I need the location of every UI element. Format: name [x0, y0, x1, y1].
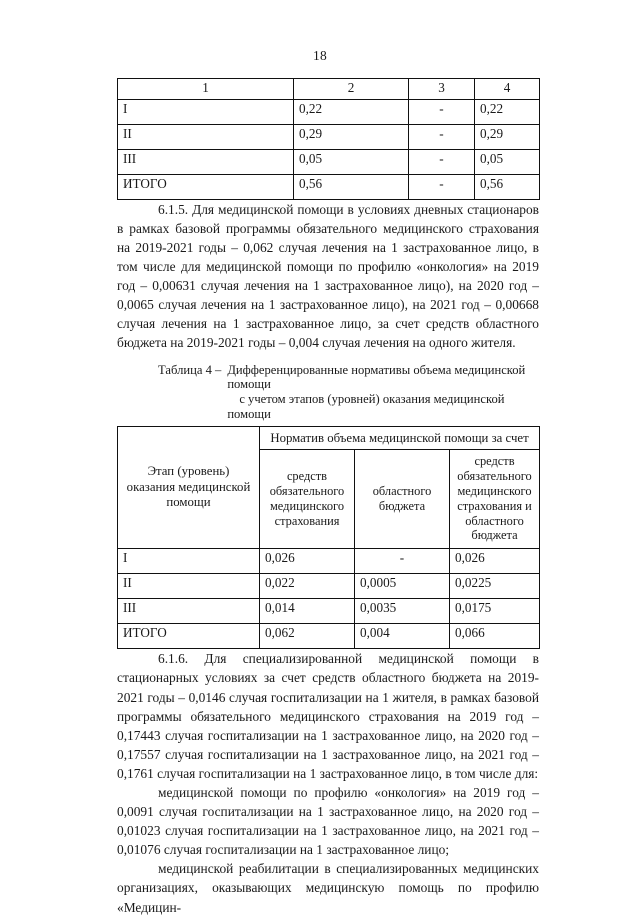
- cell-total: 0,026: [450, 549, 540, 574]
- cell-level: III: [118, 149, 294, 174]
- cell-budget: 0,0005: [355, 574, 450, 599]
- table-row-total: [118, 624, 540, 649]
- cell-value-3: -: [409, 99, 475, 124]
- table-4: [117, 426, 540, 649]
- group-header: Норматив объема медицинской помощи за счет: [260, 426, 540, 449]
- caption-text: [227, 363, 539, 422]
- cell-value-4: 0,56: [475, 174, 540, 199]
- cell-total: 0,066: [450, 624, 540, 649]
- cell-value-4: 0,22: [475, 99, 540, 124]
- cell-value-4: 0,29: [475, 124, 540, 149]
- cell-level: ИТОГО: [118, 174, 294, 199]
- cell-total: 0,0225: [450, 574, 540, 599]
- table-row: [118, 549, 540, 574]
- subheader-combined: средств обязательного медицинского страхования и областного бюджета: [450, 450, 540, 549]
- subheader-regional-budget: областного бюджета: [355, 450, 450, 549]
- cell-total: 0,0175: [450, 599, 540, 624]
- cell-value-3: -: [409, 124, 475, 149]
- page-content: [117, 78, 539, 917]
- cell-value-2: 0,56: [294, 174, 409, 199]
- cell-value-3: -: [409, 174, 475, 199]
- cell-value-2: 0,29: [294, 124, 409, 149]
- cell-budget: 0,004: [355, 624, 450, 649]
- cell-level: I: [118, 549, 260, 574]
- paragraph-6-1-6: 6.1.6. Для специализированной медицинской помощи в стационарных условиях за счет средств областного бюджета на 2019-2021 годы – 0,0146 случая госпитализации на 1 жителя, в рамках базовой программы обязательного медицинского страхования на 2019 год – 0,17443 случая госпитализации на 1 застрахованное лицо, на 2020 год – 0,17557 случая госпитализации на 1 застрахованное лицо, на 2021 год – 0,1761 случая госпитализации на 1 застрахованное лицо, в том числе для:: [117, 651, 539, 781]
- cell-budget: 0,0035: [355, 599, 450, 624]
- table-4-header-row-1: [118, 426, 540, 449]
- table-row-total: [118, 174, 540, 199]
- caption-label: Таблица 4 –: [158, 362, 222, 377]
- cell-value-2: 0,05: [294, 149, 409, 174]
- table-row: [118, 124, 540, 149]
- table-continuation: [117, 78, 540, 200]
- paragraph-medical-rehabilitation: медицинской реабилитации в специализированных медицинских организациях, оказывающих медицинскую помощь по профилю «Медицин-: [117, 861, 539, 915]
- paragraph-oncology-profile: медицинской помощи по профилю «онкология» на 2019 год – 0,0091 случая госпитализации на 1 застрахованное лицо, на 2020 год – 0,01023 случая госпитализации на 1 застрахованное лицо, на 2021 год – 0,01076 случая госпитализации на 1 застрахованное лицо;: [117, 784, 539, 858]
- cell-oms: 0,014: [260, 599, 355, 624]
- column-number-4: 4: [475, 79, 540, 100]
- cell-level: III: [118, 599, 260, 624]
- table-row: [118, 149, 540, 174]
- column-number-3: 3: [409, 79, 475, 100]
- cell-oms: 0,062: [260, 624, 355, 649]
- cell-oms: 0,026: [260, 549, 355, 574]
- table-row: [118, 99, 540, 124]
- stub-header: Этап (уровень) оказания медицинской помощи: [118, 426, 260, 548]
- cell-level: II: [118, 124, 294, 149]
- table-4-caption: [117, 363, 539, 422]
- column-number-1: 1: [118, 79, 294, 100]
- cell-value-3: -: [409, 149, 475, 174]
- column-number-2: 2: [294, 79, 409, 100]
- cell-value-4: 0,05: [475, 149, 540, 174]
- caption-line-1: Дифференцированные нормативы объема медицинской помощи: [227, 362, 526, 392]
- cell-value-2: 0,22: [294, 99, 409, 124]
- table-header-row: [118, 79, 540, 100]
- cell-level: I: [118, 99, 294, 124]
- page-number: 18: [313, 48, 327, 63]
- cell-budget: -: [355, 549, 450, 574]
- cell-level: II: [118, 574, 260, 599]
- subheader-oms: средств обязательного медицинского страхования: [260, 450, 355, 549]
- cell-oms: 0,022: [260, 574, 355, 599]
- paragraph-6-1-5: 6.1.5. Для медицинской помощи в условиях дневных стационаров в рамках базовой программы обязательного медицинского страхования на 2019-2021 годы – 0,062 случая лечения на 1 застрахованное лицо, в том числе для медицинской помощи по профилю «онкология» на 2019 год – 0,00631 случая лечения на 1 застрахованное лицо), на 2020 год – 0,0065 случая лечения на 1 застрахованное лицо), на 2021 год – 0,00668 случая лечения на 1 застрахованное лицо, за счет средств областного бюджета на 2019-2021 годы – 0,004 случая лечения на одного жителя.: [117, 201, 539, 351]
- table-row: [118, 599, 540, 624]
- table-row: [118, 574, 540, 599]
- caption-line-2: с учетом этапов (уровней) оказания медицинской помощи: [227, 392, 505, 422]
- cell-level: ИТОГО: [118, 624, 260, 649]
